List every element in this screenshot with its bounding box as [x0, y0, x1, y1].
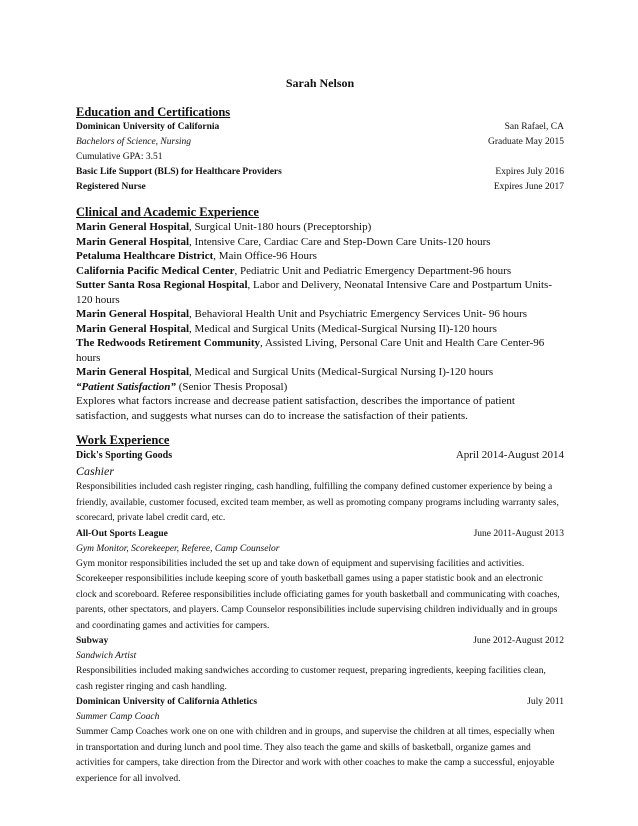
clinical-item: Marin General Hospital, Medical and Surgical Units (Medical-Surgical Nursing I)-120 hours	[76, 366, 494, 378]
job-description: Responsibilities included making sandwiches according to customer request, preparing ingredients, keeping facilities clean, cash register ringing and cash handling.	[76, 666, 546, 692]
certification-expiry: Expires June 2017	[493, 182, 564, 192]
school-name: Dominican University of California	[76, 122, 220, 132]
education-row	[76, 150, 564, 165]
job-dates: July 2011	[527, 697, 564, 707]
employer-name: Dominican University of California Athletics	[76, 697, 258, 707]
clinical-heading: Clinical and Academic Experience	[76, 205, 259, 219]
resume-page	[76, 76, 564, 787]
job-description: Summer Camp Coaches work one on one with children and in groups, and supervise the children at all times, especially when in transportation and during lunch and pool time. They also teach the game and skills of basketball, organize games and activities for campers, take direction from the Director and work with other coaches to make the camp a successful, enjoyable experience for all involved.	[76, 727, 555, 784]
job-dates: June 2011-August 2013	[473, 528, 564, 539]
certification-row	[76, 180, 564, 195]
school-location: San Rafael, CA	[504, 122, 564, 132]
job-description: Responsibilities included cash register ringing, cash handling, fulfilling the company defined customer experience by being a friendly, available, customer focused, excited team member, as well as promoting company programs including warranty sales, scorecard, private label credit card, etc.	[76, 482, 559, 523]
thesis-title: “Patient Satisfaction”	[76, 380, 176, 393]
certification-name: Registered Nurse	[76, 182, 146, 192]
gpa: Cumulative GPA: 3.51	[76, 152, 163, 162]
job-entry	[76, 527, 564, 635]
certification-expiry: Expires July 2016	[495, 167, 564, 177]
job-role: Summer Camp Coach	[76, 712, 160, 722]
job-header	[76, 695, 564, 710]
job-description: Gym monitor responsibilities included the set up and take down of equipment and supervising facilities and activities. Scorekeeper responsibilities include keeping score of youth basketball games using a paper statistic book and an electronic clock and scoreboard. Referee responsibilities include officiating games for youth basketball and communicating with coaches, parents, other spectators, and players. Camp Counselor responsibilities include supervising children individually and in groups and coordinating games and activities for campers.	[76, 558, 560, 631]
thesis-description: Explores what factors increase and decrease patient satisfaction, describes the importance of patient satisfaction, and suggests what nurses can do to increase the satisfaction of their patients.	[76, 395, 515, 422]
resume-name: Sarah Nelson	[285, 76, 355, 90]
certification-row	[76, 165, 564, 180]
employer-name: Subway	[76, 636, 109, 646]
employer-name: Dick's Sporting Goods	[76, 450, 173, 461]
clinical-item: Marin General Hospital, Surgical Unit-180 hours (Preceptorship)	[76, 221, 372, 233]
job-role: Cashier	[76, 464, 115, 478]
job-role: Sandwich Artist	[76, 651, 137, 661]
job-role: Gym Monitor, Scorekeeper, Referee, Camp Counselor	[76, 543, 280, 554]
thesis-line: “Patient Satisfaction” (Senior Thesis Proposal)	[76, 380, 288, 393]
degree: Bachelors of Science, Nursing	[76, 137, 192, 147]
job-entry	[76, 448, 564, 527]
job-entry	[76, 634, 564, 695]
certification-name: Basic Life Support (BLS) for Healthcare Providers	[76, 167, 282, 177]
education-heading: Education and Certifications	[76, 105, 231, 119]
job-dates: June 2012-August 2012	[473, 636, 564, 646]
clinical-item: Petaluma Healthcare District, Main Office-96 Hours	[76, 250, 317, 262]
clinical-item: California Pacific Medical Center, Pediatric Unit and Pediatric Emergency Department-96 hours	[76, 264, 512, 277]
clinical-item: Marin General Hospital, Behavioral Health Unit and Psychiatric Emergency Services Unit- 96 hours	[76, 308, 528, 320]
education-row	[76, 120, 564, 135]
clinical-item: Sutter Santa Rosa Regional Hospital, Labor and Delivery, Neonatal Intensive Care and Postpartum Units-120 hours	[76, 279, 552, 306]
job-dates: April 2014-August 2014	[455, 449, 564, 461]
job-header	[76, 527, 564, 542]
employer-name: All-Out Sports League	[76, 528, 168, 539]
education-row	[76, 135, 564, 150]
work-heading: Work Experience	[76, 433, 170, 447]
job-header	[76, 448, 564, 463]
graduation-date: Graduate May 2015	[488, 137, 564, 147]
clinical-item: Marin General Hospital, Intensive Care, Cardiac Care and Step-Down Care Units-120 hours	[76, 235, 491, 248]
clinical-item: Marin General Hospital, Medical and Surgical Units (Medical-Surgical Nursing II)-120 hours	[76, 322, 497, 335]
job-header	[76, 634, 564, 649]
clinical-item: The Redwoods Retirement Community, Assisted Living, Personal Care Unit and Health Care Center-96 hours	[76, 337, 545, 364]
clinical-list	[76, 220, 564, 423]
job-entry	[76, 695, 564, 787]
